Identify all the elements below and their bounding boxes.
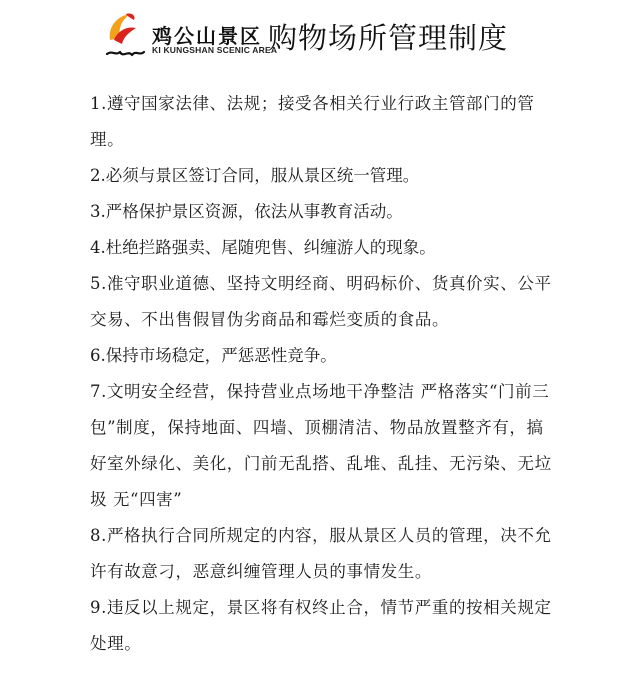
rule-item: 2.必须与景区签订合同，服从景区统一管理。 (90, 166, 420, 185)
rule-item: 6.保持市场稳定，严惩恶性竞争。 (90, 346, 337, 365)
scenic-area-logo-icon (104, 10, 146, 62)
rule-item: 3.严格保护景区资源，依法从事教育活动。 (90, 202, 403, 221)
logo-chinese-name: 鸡公山景区 (152, 24, 262, 48)
rule-item: 7.文明安全经营，保持营业点场地干净整洁 严格落实“门前三包”制度，保持地面、四墙、顶棚清洁、物品放置整齐有，搞好室外绿化、美化，门前无乱搭、乱堆、乱挂、无污染、无垃圾 无“四害” (90, 382, 552, 509)
rule-item: 1.遵守国家法律、法规；接受各相关行业行政主管部门的管理。 (90, 94, 535, 149)
rules-list (90, 86, 560, 662)
logo-english-name: KI KUNGSHAN SCENIC AREA (152, 45, 278, 55)
rule-item: 5.准守职业道德、坚持文明经商、明码标价、货真价实、公平交易、不出售假冒伪劣商品和霉烂变质的食品。 (90, 274, 552, 329)
rule-item: 4.杜绝拦路强卖、尾随兜售、纠缠游人的现象。 (90, 238, 436, 257)
rule-item: 8.严格执行合同所规定的内容，服从景区人员的管理，决不允许有故意刁，恶意纠缠管理人员的事情发生。 (90, 526, 552, 581)
page-title: 购物场所管理制度 (268, 21, 509, 55)
header (0, 0, 640, 70)
rule-item: 9.违反以上规定，景区将有权终止合，情节严重的按相关规定处理。 (90, 598, 552, 653)
